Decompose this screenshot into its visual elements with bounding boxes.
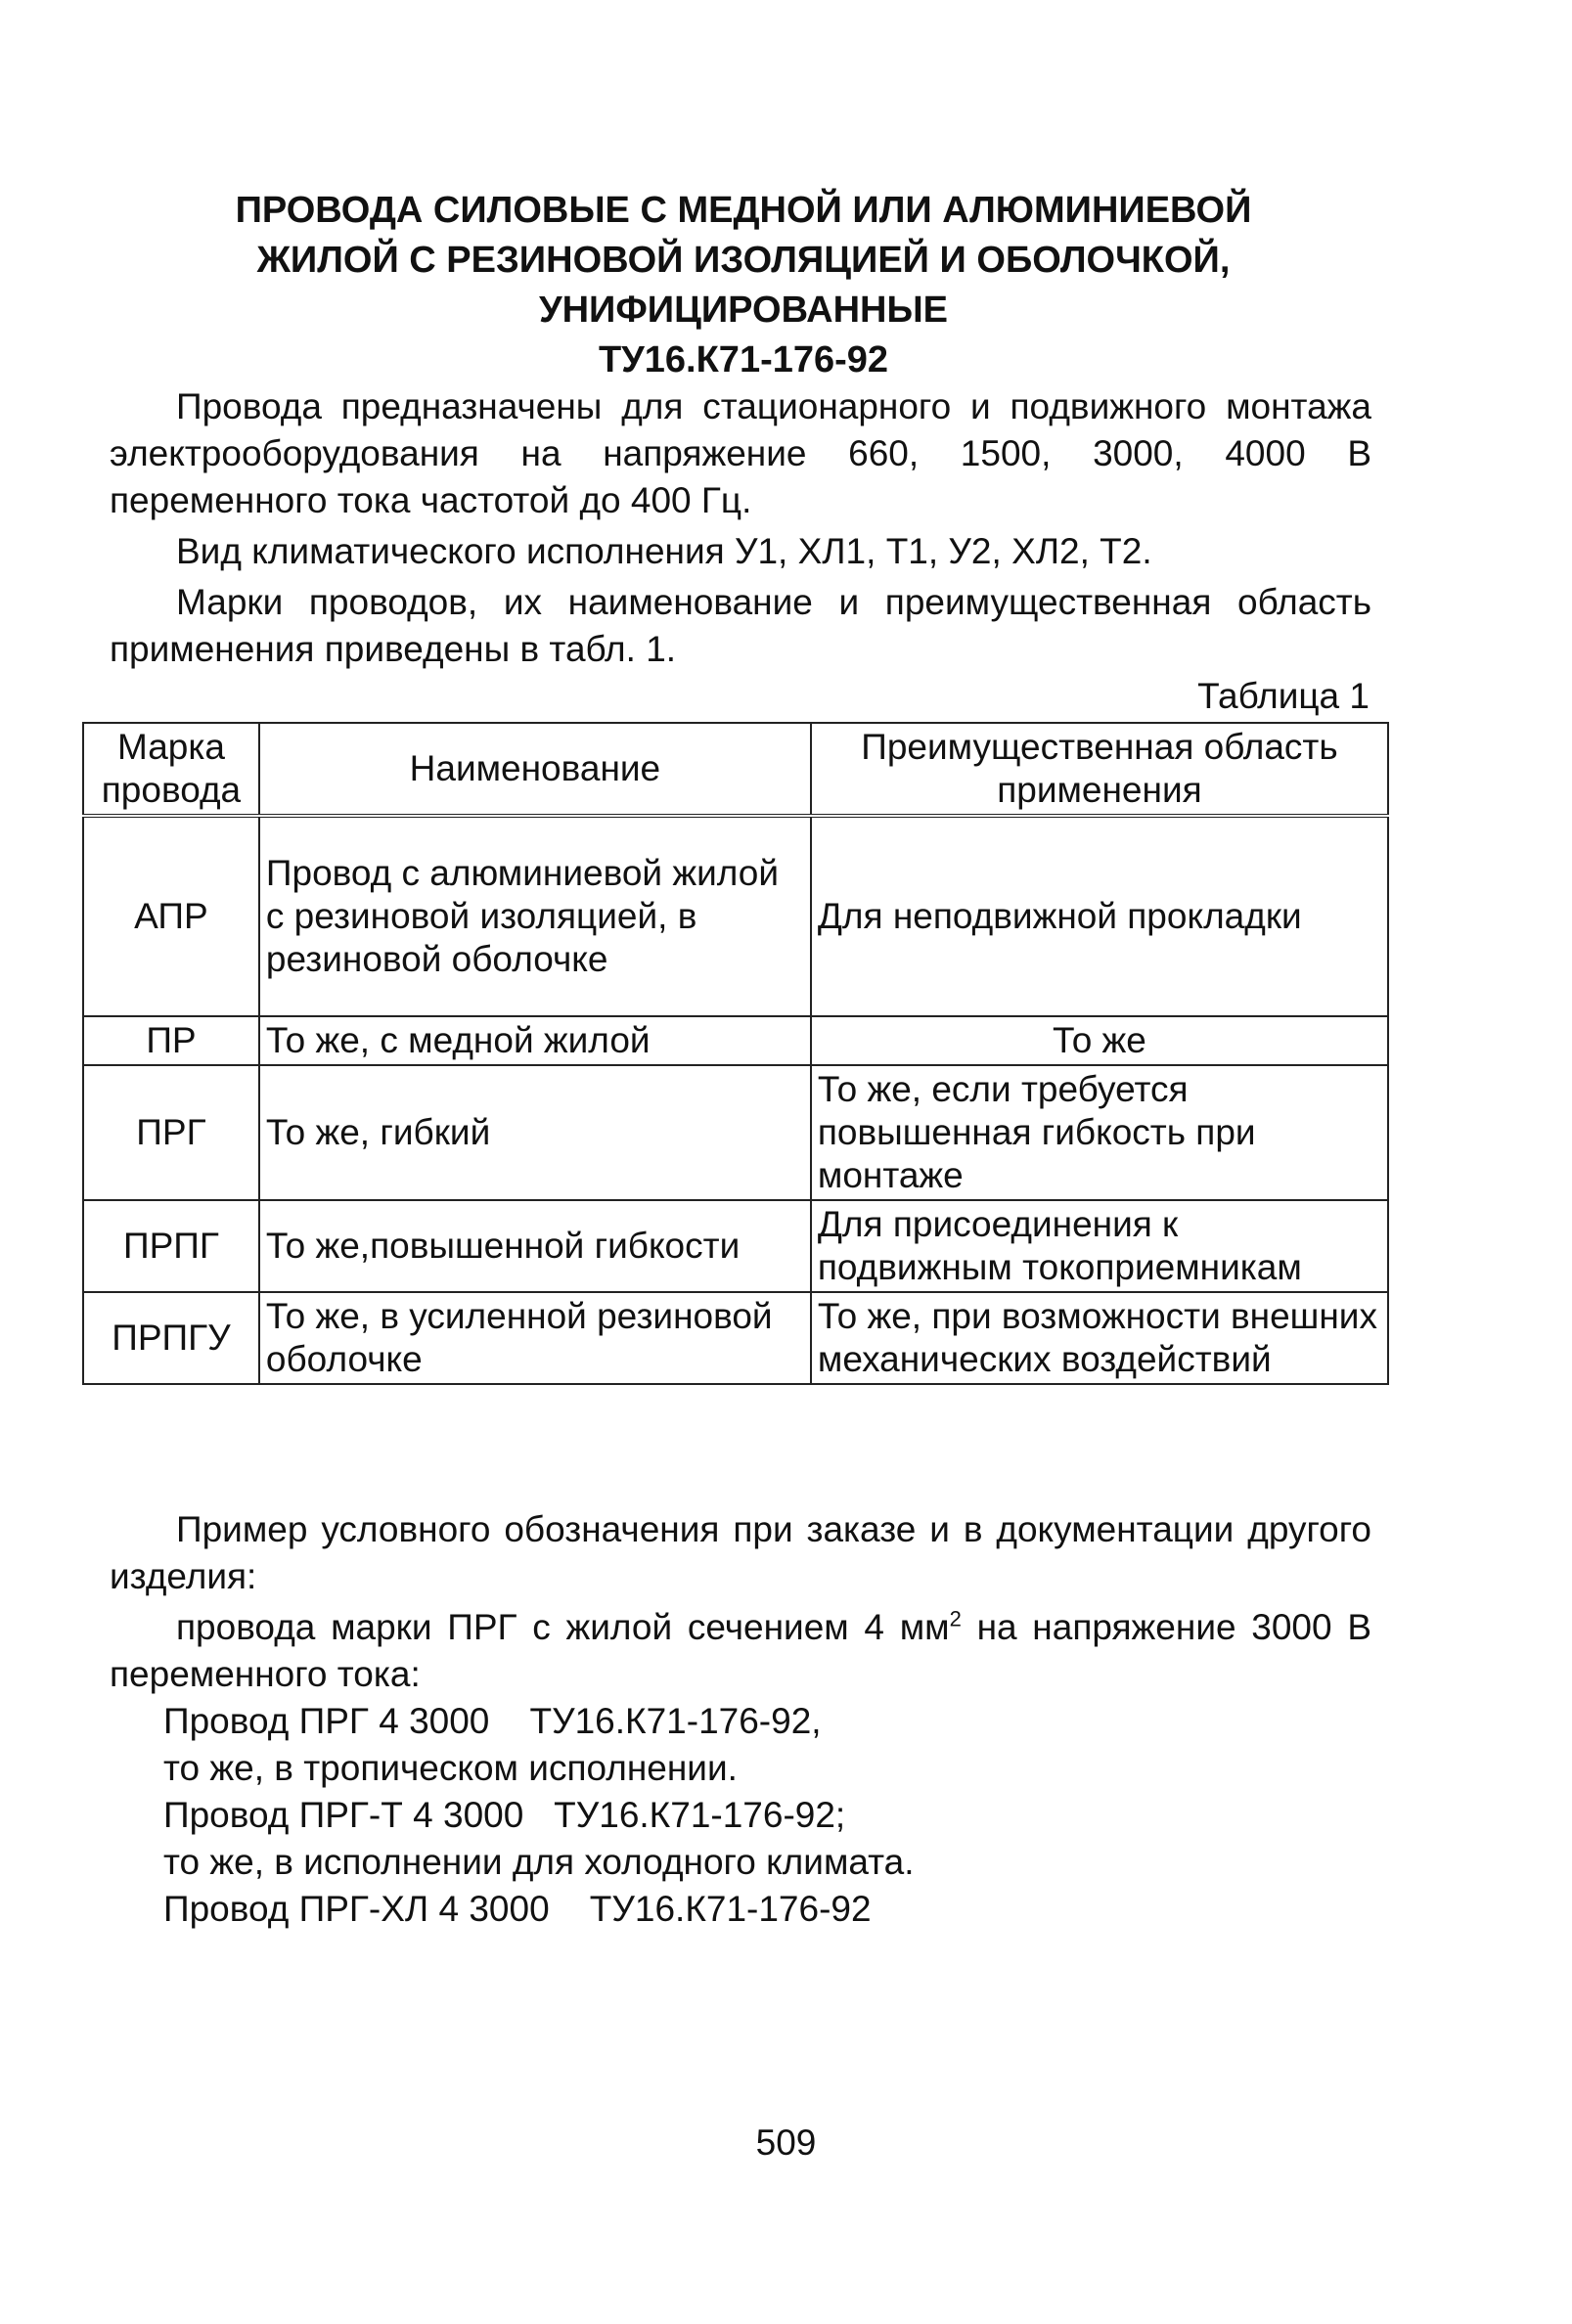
intro-paragraph-climate: Вид климатического исполнения У1, ХЛ1, Т1, У2, ХЛ2, Т2. [176,531,1152,571]
intro-paragraph-reference: Марки проводов, их наименование и преимущественная область применения приведены в табл. 1. [110,582,1371,669]
designation-standard: Провод ПРГ 4 3000 ТУ16.К71-176-92, [163,1701,822,1741]
cell-mark: ПРГ [83,1065,259,1200]
cell-area: То же, при возможности внешних механических воздействий [811,1292,1388,1384]
cell-mark: АПР [83,816,259,1016]
intro-paragraph-purpose: Провода предназначены для стационарного и подвижного монтажа электрооборудования на напряжение 660, 1500, 3000, 4000 В переменного тока частотой до 400 Гц. [110,386,1371,520]
example-section [110,1506,1371,1933]
header-name: Наименование [259,723,811,816]
cell-name: То же, в усиленной резиновой оболочке [259,1292,811,1384]
example-intro: Пример условного обозначения при заказе и в документации другого изделия: [110,1509,1371,1596]
designation-cold: Провод ПРГ-ХЛ 4 3000 ТУ16.К71-176-92 [163,1889,872,1929]
cell-mark: ПР [83,1016,259,1065]
header-area: Преимущественная область применения [811,723,1388,816]
document-title [108,186,1379,385]
cell-mark: ПРПГУ [83,1292,259,1384]
table-row [83,1292,1388,1384]
example-desc-part-2: на напряжение 3000 В переменного тока: [110,1607,1371,1694]
intro-section [110,383,1371,673]
table-row [83,1065,1388,1200]
example-description [110,1604,1371,1698]
table-header-row [83,723,1388,816]
cell-area: То же, если требуется повышенная гибкость при монтаже [811,1065,1388,1200]
title-line-3: УНИФИЦИРОВАННЫЕ [538,290,949,331]
example-desc-part-1: провода марки ПРГ с жилой сечением 4 мм [176,1607,950,1647]
cell-name: Провод с алюминиевой жилой с резиновой изоляцией, в резиновой оболочке [259,816,811,1016]
cold-climate-note: то же, в исполнении для холодного климата. [163,1842,915,1882]
cell-name: То же, с медной жилой [259,1016,811,1065]
table-row [83,816,1388,1016]
wire-types-table [82,722,1389,1385]
cell-name: То же, гибкий [259,1065,811,1200]
cell-area: Для присоединения к подвижным токоприемникам [811,1200,1388,1292]
cell-area: Для неподвижной прокладки [811,816,1388,1016]
superscript-2: 2 [949,1606,962,1631]
header-mark: Марка провода [83,723,259,816]
cell-area: То же [811,1016,1388,1065]
title-line-2: ЖИЛОЙ С РЕЗИНОВОЙ ИЗОЛЯЦИЕЙ И ОБОЛОЧКОЙ, [256,240,1231,281]
table-row [83,1016,1388,1065]
cell-name: То же,повышенной гибкости [259,1200,811,1292]
title-spec-code: ТУ16.К71-176-92 [598,339,889,380]
table-row [83,1200,1388,1292]
tropical-note: то же, в тропическом исполнении. [163,1748,738,1788]
page-number: 509 [755,2123,817,2163]
table-caption: Таблица 1 [1197,676,1370,716]
designation-tropical: Провод ПРГ-Т 4 3000 ТУ16.К71-176-92; [163,1795,846,1835]
title-line-1: ПРОВОДА СИЛОВЫЕ С МЕДНОЙ ИЛИ АЛЮМИНИЕВОЙ [235,190,1252,231]
cell-mark: ПРПГ [83,1200,259,1292]
